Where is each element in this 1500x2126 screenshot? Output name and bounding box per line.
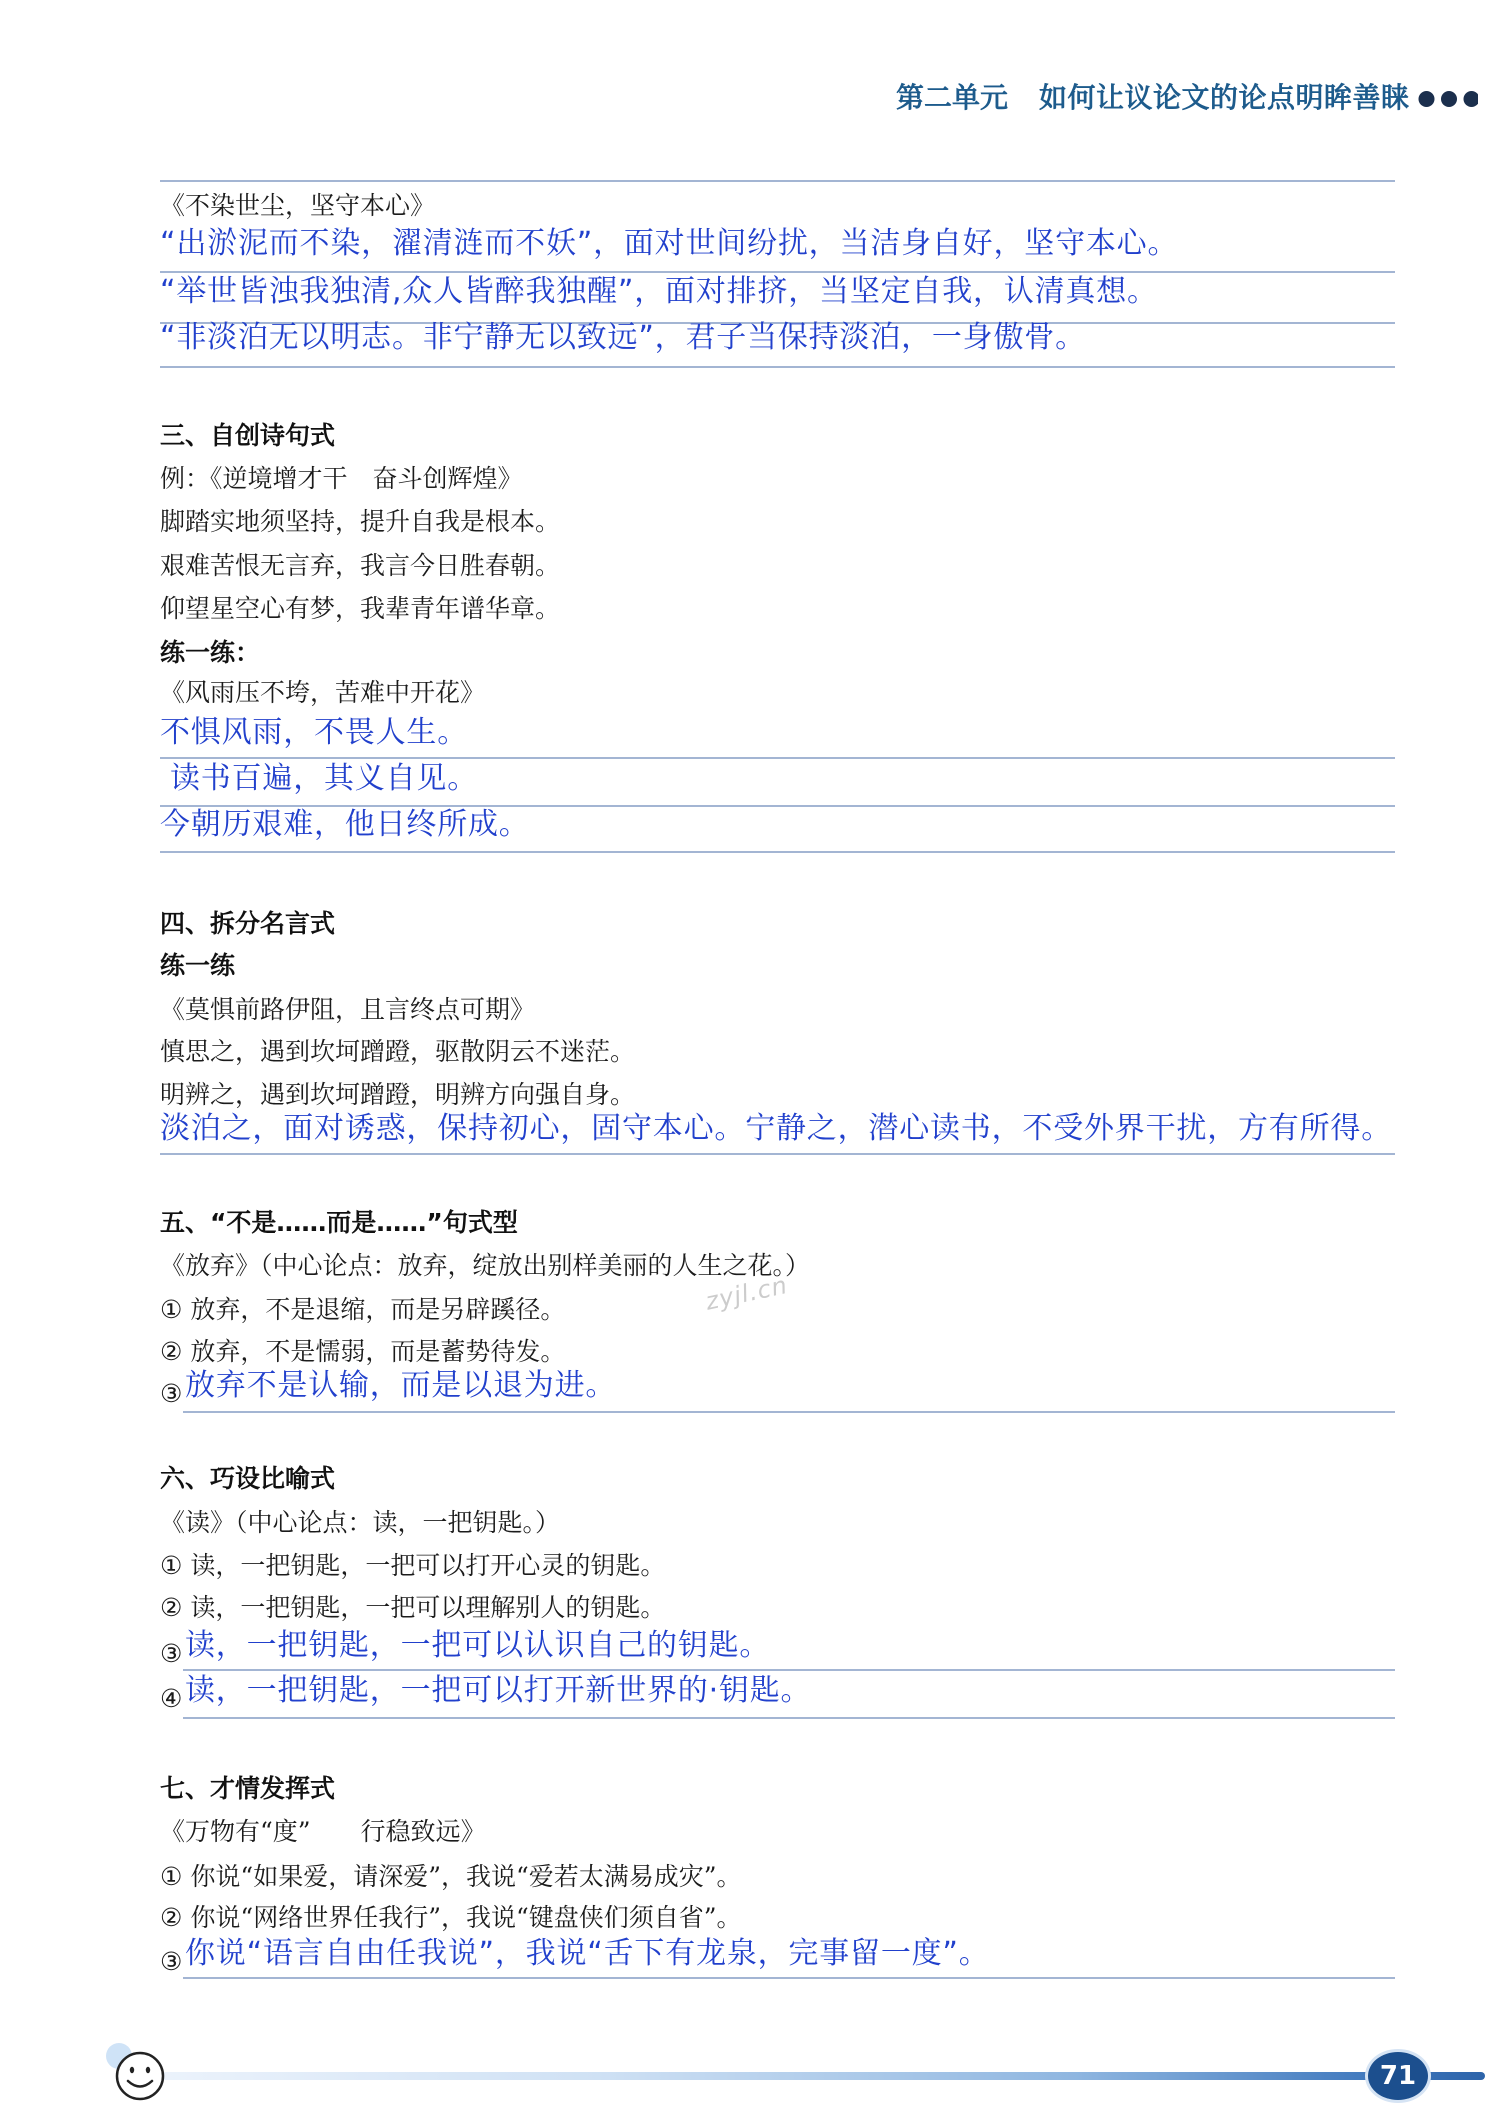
answer-rule (183, 1411, 1395, 1413)
answer-marker: ③ (160, 1947, 183, 1976)
practice-label: 练一练 (160, 951, 236, 980)
section-heading: 七、才情发挥式 (160, 1774, 336, 1803)
practice-prompt: 《莫惧前路伊阻，且言终点可期》 (160, 995, 536, 1024)
example-line: 艰难苦恨无言弃，我言今日胜春朝。 (160, 551, 561, 580)
smiley-icon (100, 2036, 170, 2108)
list-item (160, 1901, 742, 1935)
answer-rule (160, 180, 1395, 182)
item-text: 读，一把钥匙，一把可以打开心灵的钥匙。 (190, 1551, 666, 1580)
example-line: 明辨之，遇到坎坷蹭蹬，明辨方向强自身。 (160, 1080, 636, 1109)
handwritten-answer: 不惧风雨，不畏人生。 (160, 715, 468, 750)
list-item (160, 1335, 565, 1369)
topic-line: 《放弃》（中心论点：放弃，绽放出别样美丽的人生之花。） (160, 1251, 811, 1280)
topic-line: 《万物有“度” 行稳致远》 (160, 1817, 486, 1846)
example-line: 仰望星空心有梦，我辈青年谱华章。 (160, 594, 561, 623)
handwritten-answer: 今朝历艰难，他日终所成。 (160, 807, 530, 842)
section-heading: 六、巧设比喻式 (160, 1464, 336, 1493)
answer-marker: ③ (160, 1639, 183, 1668)
unit-label: 第二单元 (896, 81, 1009, 114)
item-marker: ① (160, 1551, 183, 1580)
dots-icon (1418, 89, 1478, 109)
list-item (160, 1860, 742, 1894)
handwritten-answer: “出淤泥而不染，濯清涟而不妖”，面对世间纷扰，当洁身自好，坚守本心。 (160, 226, 1179, 261)
item-text: 放弃，不是退缩，而是另辟蹊径。 (190, 1295, 566, 1324)
item-text: 你说“网络世界任我行”，我说“键盘侠们须自省”。 (190, 1903, 742, 1932)
item-text: 读，一把钥匙，一把可以理解别人的钥匙。 (190, 1593, 666, 1622)
example-line: 脚踏实地须坚持，提升自我是根本。 (160, 507, 561, 536)
handwritten-answer: 淡泊之，面对诱惑，保持初心，固守本心。宁静之，潜心读书，不受外界干扰，方有所得。 (160, 1111, 1392, 1146)
page-number: 71 (1368, 2052, 1428, 2100)
example-title: 例：《逆境增才干 奋斗创辉煌》 (160, 464, 523, 493)
handwritten-answer: “举世皆浊我独清,众人皆醉我独醒”，面对排挤，当坚定自我，认清真想。 (160, 274, 1158, 309)
item-marker: ② (160, 1593, 183, 1622)
handwritten-answer: 你说“语言自由任我说”，我说“舌下有龙泉，完事留一度”。 (185, 1936, 990, 1971)
list-item (160, 1549, 665, 1583)
item-marker: ① (160, 1295, 183, 1324)
answer-rule (183, 1977, 1395, 1979)
unit-title: 如何让议论文的论点明眸善睐 (1039, 81, 1410, 114)
section-heading: 五、“不是……而是……”句式型 (160, 1208, 518, 1237)
answer-rule (183, 1717, 1395, 1719)
handwritten-answer: “非淡泊无以明志。非宁静无以致远”，君子当保持淡泊，一身傲骨。 (160, 320, 1086, 355)
page-header (896, 80, 1410, 116)
practice-label: 练一练： (160, 638, 261, 667)
exercise-prompt: 《不染世尘，坚守本心》 (160, 191, 436, 220)
footer-bar (120, 2072, 1485, 2080)
section-heading: 四、拆分名言式 (160, 909, 336, 938)
item-text: 你说“如果爱，请深爱”，我说“爱若太满易成灾”。 (190, 1862, 742, 1891)
handwritten-answer: 读书百遍，其义自见。 (170, 761, 478, 796)
item-text: 放弃，不是懦弱，而是蓄势待发。 (190, 1337, 566, 1366)
handwritten-answer: 读，一把钥匙，一把可以认识自己的钥匙。 (185, 1628, 771, 1663)
practice-prompt: 《风雨压不垮，苦难中开花》 (160, 678, 486, 707)
section-heading: 三、自创诗句式 (160, 421, 336, 450)
list-item (160, 1293, 565, 1327)
watermark: zyjl.cn (703, 1271, 791, 1316)
handwritten-answer: 读，一把钥匙，一把可以打开新世界的·钥匙。 (185, 1673, 812, 1708)
example-line: 慎思之，遇到坎坷蹭蹬，驱散阴云不迷茫。 (160, 1037, 636, 1066)
answer-marker: ④ (160, 1684, 183, 1713)
answer-rule (160, 1153, 1395, 1155)
item-marker: ② (160, 1337, 183, 1366)
list-item (160, 1591, 665, 1625)
handwritten-answer: 放弃不是认输，而是以退为进。 (185, 1368, 617, 1403)
item-marker: ② (160, 1903, 183, 1932)
item-marker: ① (160, 1862, 183, 1891)
answer-rule (160, 851, 1395, 853)
answer-marker: ③ (160, 1379, 183, 1408)
answer-rule (160, 366, 1395, 368)
topic-line: 《读》（中心论点：读，一把钥匙。） (160, 1508, 561, 1537)
